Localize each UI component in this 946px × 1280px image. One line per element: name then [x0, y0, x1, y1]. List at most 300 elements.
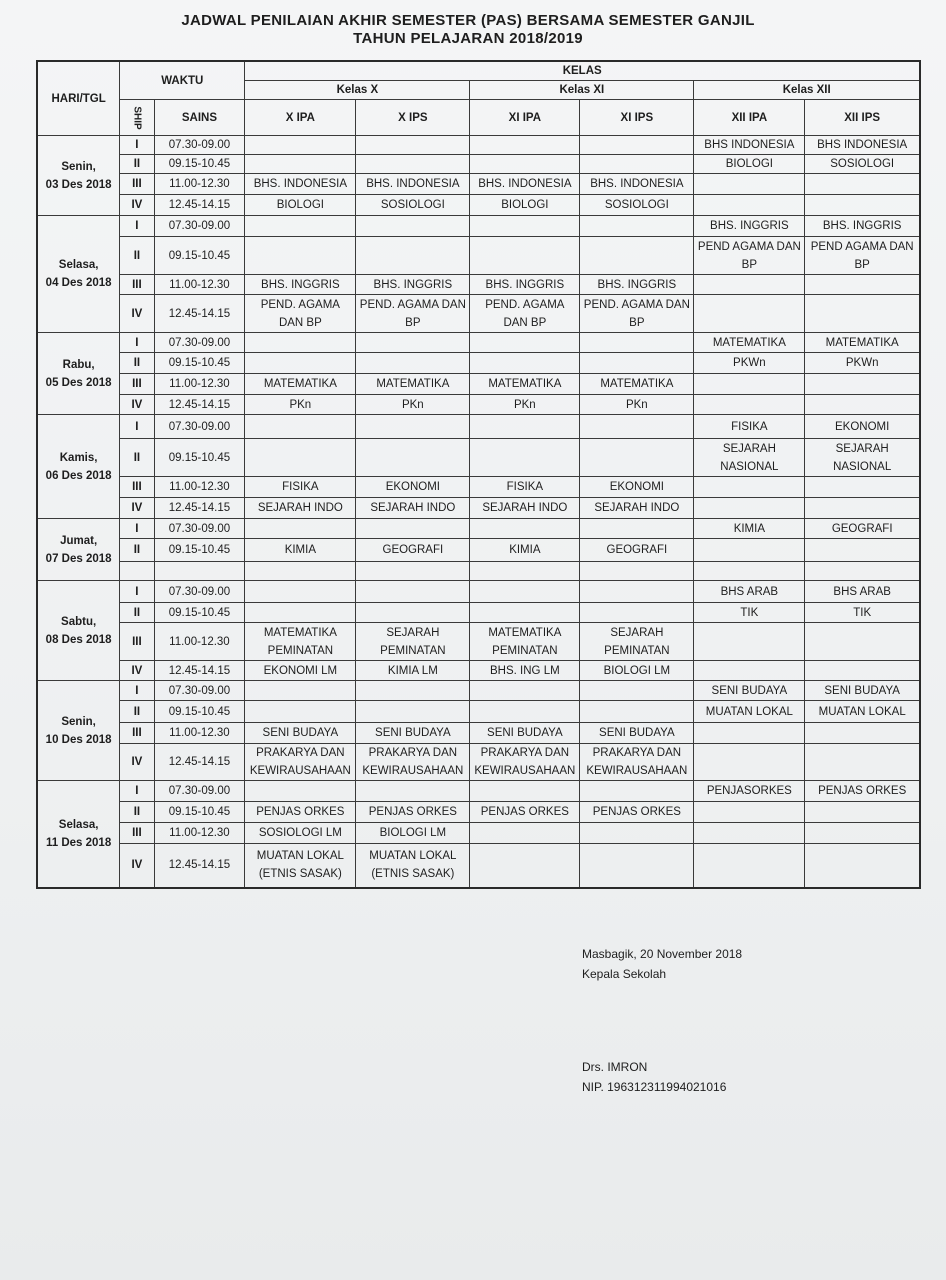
subject-cell: SEJARAH INDO: [470, 498, 580, 519]
header-class: X IPS: [356, 100, 470, 136]
subject-cell: [470, 823, 580, 844]
signature-nip: NIP. 196312311994021016: [582, 1080, 727, 1094]
subject-cell: SENI BUDAYA: [356, 723, 470, 744]
day-date: 11 Des 2018: [46, 836, 112, 849]
time-cell: 07.30-09.00: [154, 681, 245, 701]
table-row: [37, 333, 920, 353]
ship-cell: II: [120, 539, 154, 562]
subject-cell: [580, 415, 694, 439]
table-row: [37, 477, 920, 498]
time-cell: 07.30-09.00: [154, 415, 245, 439]
subject-cell: SEJARAH NASIONAL: [694, 439, 805, 477]
table-row: [37, 681, 920, 701]
table-row: [37, 415, 920, 439]
time-cell: 11.00-12.30: [154, 174, 245, 195]
time-cell: 07.30-09.00: [154, 333, 245, 353]
subject-cell: [470, 844, 580, 888]
subject-cell: BHS. INGGRIS: [356, 275, 470, 295]
ship-cell: II: [120, 701, 154, 723]
subject-cell: BHS ARAB: [694, 581, 805, 603]
subject-cell: [694, 275, 805, 295]
day-date-cell: [37, 333, 120, 415]
table-row: [37, 603, 920, 623]
subject-cell: [245, 439, 356, 477]
table-row: [37, 216, 920, 237]
subject-cell: BIOLOGI: [694, 155, 805, 174]
header-class: XII IPS: [805, 100, 920, 136]
subject-cell: [580, 136, 694, 155]
subject-cell: [805, 395, 920, 415]
time-cell: 11.00-12.30: [154, 275, 245, 295]
subject-cell: GEOGRAFI: [580, 539, 694, 562]
subject-cell: [356, 136, 470, 155]
subject-cell: SEJARAH INDO: [356, 498, 470, 519]
subject-cell: EKONOMI: [356, 477, 470, 498]
ship-cell: II: [120, 353, 154, 374]
subject-cell: SENI BUDAYA: [580, 723, 694, 744]
ship-cell: IV: [120, 395, 154, 415]
table-row: [37, 744, 920, 781]
subject-cell: [805, 744, 920, 781]
subject-cell: [245, 333, 356, 353]
table-row: [37, 498, 920, 519]
subject-cell: [694, 374, 805, 395]
subject-cell: [580, 237, 694, 275]
day-name: Senin,: [61, 160, 96, 173]
table-row: [37, 155, 920, 174]
subject-cell: BHS INDONESIA: [805, 136, 920, 155]
ship-cell: I: [120, 581, 154, 603]
subject-cell: PEND. AGAMA DAN BP: [470, 295, 580, 333]
subject-cell: TIK: [805, 603, 920, 623]
subject-cell: [245, 781, 356, 802]
subject-cell: [694, 295, 805, 333]
subject-cell: MATEMATIKA: [356, 374, 470, 395]
subject-cell: [245, 216, 356, 237]
subject-cell: [580, 844, 694, 888]
subject-cell: GEOGRAFI: [805, 519, 920, 539]
header-group-xi: Kelas XI: [470, 81, 694, 100]
subject-cell: MUATAN LOKAL (ETNIS SASAK): [245, 844, 356, 888]
subject-cell: [580, 603, 694, 623]
time-cell: 12.45-14.15: [154, 295, 245, 333]
subject-cell: [356, 603, 470, 623]
subject-cell: [805, 802, 920, 823]
time-cell: 09.15-10.45: [154, 353, 245, 374]
day-date: 07 Des 2018: [45, 552, 112, 565]
time-cell: 09.15-10.45: [154, 701, 245, 723]
subject-cell: MUATAN LOKAL: [694, 701, 805, 723]
day-date: 10 Des 2018: [45, 733, 112, 746]
table-row: [37, 539, 920, 562]
title-line-1: JADWAL PENILAIAN AKHIR SEMESTER (PAS) BERSAMA SEMESTER GANJIL: [181, 12, 755, 29]
table-row: [37, 395, 920, 415]
subject-cell: MATEMATIKA PEMINATAN: [470, 623, 580, 661]
day-name: Selasa,: [58, 259, 99, 271]
time-cell: 09.15-10.45: [154, 539, 245, 562]
subject-cell: PEND AGAMA DAN BP: [805, 237, 920, 275]
header-ship: SHIP: [120, 100, 154, 136]
subject-cell: [356, 155, 470, 174]
ship-cell: III: [120, 174, 154, 195]
time-cell: 11.00-12.30: [154, 477, 245, 498]
subject-cell: [356, 519, 470, 539]
ship-cell: II: [120, 603, 154, 623]
header-group-xii: Kelas XII: [694, 81, 920, 100]
subject-cell: PEND. AGAMA DAN BP: [356, 295, 470, 333]
subject-cell: [245, 681, 356, 701]
time-cell: 09.15-10.45: [154, 439, 245, 477]
day-date: 05 Des 2018: [45, 376, 112, 389]
day-date-cell: [37, 519, 120, 581]
subject-cell: BHS. ING LM: [470, 661, 580, 681]
subject-cell: [470, 781, 580, 802]
day-date-cell: [37, 216, 120, 333]
time-cell: 12.45-14.15: [154, 195, 245, 216]
signature-place-date: Masbagik, 20 November 2018: [582, 947, 743, 961]
signature-name: Drs. IMRON: [582, 1060, 648, 1074]
subject-cell: [694, 661, 805, 681]
ship-cell: IV: [120, 498, 154, 519]
subject-cell: BIOLOGI: [470, 195, 580, 216]
ship-cell: III: [120, 723, 154, 744]
subject-cell: [470, 155, 580, 174]
subject-cell: KIMIA LM: [356, 661, 470, 681]
ship-cell: I: [120, 681, 154, 701]
subject-cell: PKn: [356, 395, 470, 415]
subject-cell: [245, 155, 356, 174]
time-cell: 09.15-10.45: [154, 603, 245, 623]
subject-cell: [470, 216, 580, 237]
day-date: 04 Des 2018: [45, 277, 112, 289]
time-cell: 12.45-14.15: [154, 498, 245, 519]
table-body: [37, 136, 920, 888]
table-row: [37, 353, 920, 374]
time-cell: 07.30-09.00: [154, 781, 245, 802]
subject-cell: [580, 333, 694, 353]
time-cell: 09.15-10.45: [154, 237, 245, 275]
table-row: [37, 237, 920, 275]
subject-cell: MATEMATIKA: [580, 374, 694, 395]
subject-cell: PENJAS ORKES: [356, 802, 470, 823]
subject-cell: TIK: [694, 603, 805, 623]
subject-cell: MATEMATIKA: [694, 333, 805, 353]
subject-cell: [694, 174, 805, 195]
table-row: [37, 581, 920, 603]
subject-cell: PEND. AGAMA DAN BP: [245, 295, 356, 333]
ship-cell: III: [120, 623, 154, 661]
table-row: [37, 823, 920, 844]
subject-cell: KIMIA: [694, 519, 805, 539]
subject-cell: [694, 395, 805, 415]
subject-cell: [580, 681, 694, 701]
subject-cell: PKn: [245, 395, 356, 415]
subject-cell: PKWn: [694, 353, 805, 374]
subject-cell: BHS. INGGRIS: [580, 275, 694, 295]
subject-cell: BHS. INGGRIS: [694, 216, 805, 237]
subject-cell: PENJASORKES: [694, 781, 805, 802]
subject-cell: [470, 333, 580, 353]
day-date: 06 Des 2018: [45, 469, 112, 482]
time-cell: 07.30-09.00: [154, 519, 245, 539]
ship-cell: II: [120, 237, 154, 275]
table-row: [37, 844, 920, 888]
subject-cell: [580, 519, 694, 539]
header-hari: HARI/TGL: [37, 61, 120, 136]
time-cell: 11.00-12.30: [154, 823, 245, 844]
ship-cell: III: [120, 374, 154, 395]
time-cell: 09.15-10.45: [154, 155, 245, 174]
subject-cell: [805, 844, 920, 888]
ship-cell: I: [120, 136, 154, 155]
ship-cell: I: [120, 216, 154, 237]
subject-cell: [470, 701, 580, 723]
subject-cell: [356, 439, 470, 477]
subject-cell: SEJARAH INDO: [245, 498, 356, 519]
subject-cell: [805, 374, 920, 395]
subject-cell: [805, 623, 920, 661]
time-cell: 12.45-14.15: [154, 395, 245, 415]
subject-cell: [805, 539, 920, 562]
subject-cell: [805, 295, 920, 333]
table-row: [37, 439, 920, 477]
document-title: [0, 12, 946, 48]
subject-cell: PKn: [470, 395, 580, 415]
table-header: [37, 61, 920, 136]
title-line-2: TAHUN PELAJARAN 2018/2019: [353, 30, 583, 47]
subject-cell: PEND AGAMA DAN BP: [694, 237, 805, 275]
subject-cell: BHS INDONESIA: [694, 136, 805, 155]
subject-cell: [580, 353, 694, 374]
subject-cell: [245, 519, 356, 539]
subject-cell: [694, 723, 805, 744]
ship-cell: I: [120, 415, 154, 439]
table-row: [37, 623, 920, 661]
subject-cell: SEJARAH NASIONAL: [805, 439, 920, 477]
subject-cell: KIMIA: [245, 539, 356, 562]
subject-cell: [580, 781, 694, 802]
ship-cell: IV: [120, 195, 154, 216]
ship-cell: III: [120, 275, 154, 295]
subject-cell: [356, 415, 470, 439]
time-cell: 11.00-12.30: [154, 623, 245, 661]
subject-cell: [470, 136, 580, 155]
subject-cell: [580, 562, 694, 581]
ship-cell: IV: [120, 744, 154, 781]
table-row: [37, 781, 920, 802]
ship-cell: II: [120, 802, 154, 823]
time-cell: 12.45-14.15: [154, 744, 245, 781]
subject-cell: SOSIOLOGI: [805, 155, 920, 174]
subject-cell: MATEMATIKA: [245, 374, 356, 395]
subject-cell: GEOGRAFI: [356, 539, 470, 562]
day-name: Sabtu,: [61, 615, 97, 628]
subject-cell: PRAKARYA DAN KEWIRAUSAHAAN: [356, 744, 470, 781]
ship-cell: [120, 562, 154, 581]
ship-cell: IV: [120, 844, 154, 888]
day-date: 03 Des 2018: [45, 178, 112, 191]
subject-cell: [580, 155, 694, 174]
subject-cell: [470, 519, 580, 539]
subject-cell: SEJARAH PEMINATAN: [356, 623, 470, 661]
subject-cell: [694, 477, 805, 498]
subject-cell: PENJAS ORKES: [245, 802, 356, 823]
day-date-cell: [37, 781, 120, 888]
day-date-cell: [37, 581, 120, 681]
subject-cell: BHS. INGGRIS: [805, 216, 920, 237]
subject-cell: [356, 333, 470, 353]
subject-cell: SENI BUDAYA: [805, 681, 920, 701]
day-name: Kamis,: [59, 451, 98, 464]
subject-cell: [694, 562, 805, 581]
table-row: [37, 519, 920, 539]
header-group-x: Kelas X: [245, 81, 470, 100]
header-class: XI IPA: [470, 100, 580, 136]
subject-cell: PENJAS ORKES: [580, 802, 694, 823]
subject-cell: [694, 498, 805, 519]
table-row: [37, 374, 920, 395]
subject-cell: [470, 439, 580, 477]
subject-cell: MATEMATIKA: [805, 333, 920, 353]
day-name: Selasa,: [58, 818, 99, 831]
time-cell: 09.15-10.45: [154, 802, 245, 823]
subject-cell: PENJAS ORKES: [470, 802, 580, 823]
subject-cell: EKONOMI: [580, 477, 694, 498]
subject-cell: [356, 353, 470, 374]
subject-cell: PENJAS ORKES: [805, 781, 920, 802]
ship-cell: IV: [120, 295, 154, 333]
header-sains: SAINS: [154, 100, 245, 136]
subject-cell: [245, 353, 356, 374]
subject-cell: PKn: [580, 395, 694, 415]
subject-cell: [580, 216, 694, 237]
subject-cell: MATEMATIKA: [470, 374, 580, 395]
subject-cell: [805, 723, 920, 744]
table-row: [37, 802, 920, 823]
table-row: [37, 562, 920, 581]
time-cell: 07.30-09.00: [154, 581, 245, 603]
subject-cell: BIOLOGI LM: [356, 823, 470, 844]
subject-cell: PRAKARYA DAN KEWIRAUSAHAAN: [580, 744, 694, 781]
subject-cell: BHS. INDONESIA: [470, 174, 580, 195]
subject-cell: [470, 562, 580, 581]
header-class: X IPA: [245, 100, 356, 136]
subject-cell: [694, 844, 805, 888]
subject-cell: [470, 237, 580, 275]
subject-cell: [356, 681, 470, 701]
ship-cell: II: [120, 439, 154, 477]
subject-cell: [805, 477, 920, 498]
ship-cell: II: [120, 155, 154, 174]
subject-cell: BHS. INDONESIA: [245, 174, 356, 195]
time-cell: 11.00-12.30: [154, 374, 245, 395]
subject-cell: [805, 562, 920, 581]
day-name: Senin,: [61, 715, 96, 728]
subject-cell: FISIKA: [694, 415, 805, 439]
time-cell: 11.00-12.30: [154, 723, 245, 744]
subject-cell: [470, 581, 580, 603]
subject-cell: [694, 623, 805, 661]
table-row: [37, 275, 920, 295]
subject-cell: SEJARAH INDO: [580, 498, 694, 519]
day-date-cell: [37, 681, 120, 781]
subject-cell: SENI BUDAYA: [694, 681, 805, 701]
ship-cell: I: [120, 519, 154, 539]
day-date-cell: [37, 136, 120, 216]
subject-cell: [470, 681, 580, 701]
subject-cell: [694, 539, 805, 562]
subject-cell: [805, 661, 920, 681]
table-row: [37, 174, 920, 195]
subject-cell: PRAKARYA DAN KEWIRAUSAHAAN: [245, 744, 356, 781]
subject-cell: SOSIOLOGI: [580, 195, 694, 216]
day-name: Rabu,: [62, 358, 95, 371]
subject-cell: FISIKA: [245, 477, 356, 498]
subject-cell: [580, 581, 694, 603]
subject-cell: EKONOMI LM: [245, 661, 356, 681]
subject-cell: [694, 802, 805, 823]
ship-cell: I: [120, 781, 154, 802]
day-date: 08 Des 2018: [45, 633, 112, 646]
ship-cell: IV: [120, 661, 154, 681]
subject-cell: [470, 353, 580, 374]
subject-cell: [805, 498, 920, 519]
subject-cell: PRAKARYA DAN KEWIRAUSAHAAN: [470, 744, 580, 781]
subject-cell: BHS ARAB: [805, 581, 920, 603]
table-row: [37, 661, 920, 681]
subject-cell: [245, 701, 356, 723]
subject-cell: BHS. INDONESIA: [580, 174, 694, 195]
subject-cell: BHS. INGGRIS: [470, 275, 580, 295]
subject-cell: PEND. AGAMA DAN BP: [580, 295, 694, 333]
subject-cell: [805, 275, 920, 295]
time-cell: 12.45-14.15: [154, 661, 245, 681]
subject-cell: [245, 581, 356, 603]
header-class: XI IPS: [580, 100, 694, 136]
day-date-cell: [37, 415, 120, 519]
subject-cell: [805, 823, 920, 844]
subject-cell: FISIKA: [470, 477, 580, 498]
subject-cell: SENI BUDAYA: [245, 723, 356, 744]
subject-cell: MATEMATIKA PEMINATAN: [245, 623, 356, 661]
subject-cell: [245, 562, 356, 581]
subject-cell: [356, 562, 470, 581]
table-row: [37, 295, 920, 333]
header-waktu: WAKTU: [120, 61, 245, 100]
day-name: Jumat,: [60, 534, 98, 547]
subject-cell: [356, 581, 470, 603]
subject-cell: BHS. INDONESIA: [356, 174, 470, 195]
subject-cell: MUATAN LOKAL (ETNIS SASAK): [356, 844, 470, 888]
ship-cell: I: [120, 333, 154, 353]
subject-cell: [580, 823, 694, 844]
subject-cell: MUATAN LOKAL: [805, 701, 920, 723]
time-cell: 12.45-14.15: [154, 844, 245, 888]
subject-cell: [694, 744, 805, 781]
header-class: XII IPA: [694, 100, 805, 136]
subject-cell: [694, 823, 805, 844]
subject-cell: BIOLOGI: [245, 195, 356, 216]
subject-cell: [694, 195, 805, 216]
subject-cell: [356, 216, 470, 237]
subject-cell: [245, 136, 356, 155]
subject-cell: [245, 237, 356, 275]
ship-cell: III: [120, 823, 154, 844]
subject-cell: [580, 439, 694, 477]
time-cell: [154, 562, 245, 581]
signature-position: Kepala Sekolah: [582, 967, 667, 981]
header-kelas: KELAS: [245, 61, 920, 81]
